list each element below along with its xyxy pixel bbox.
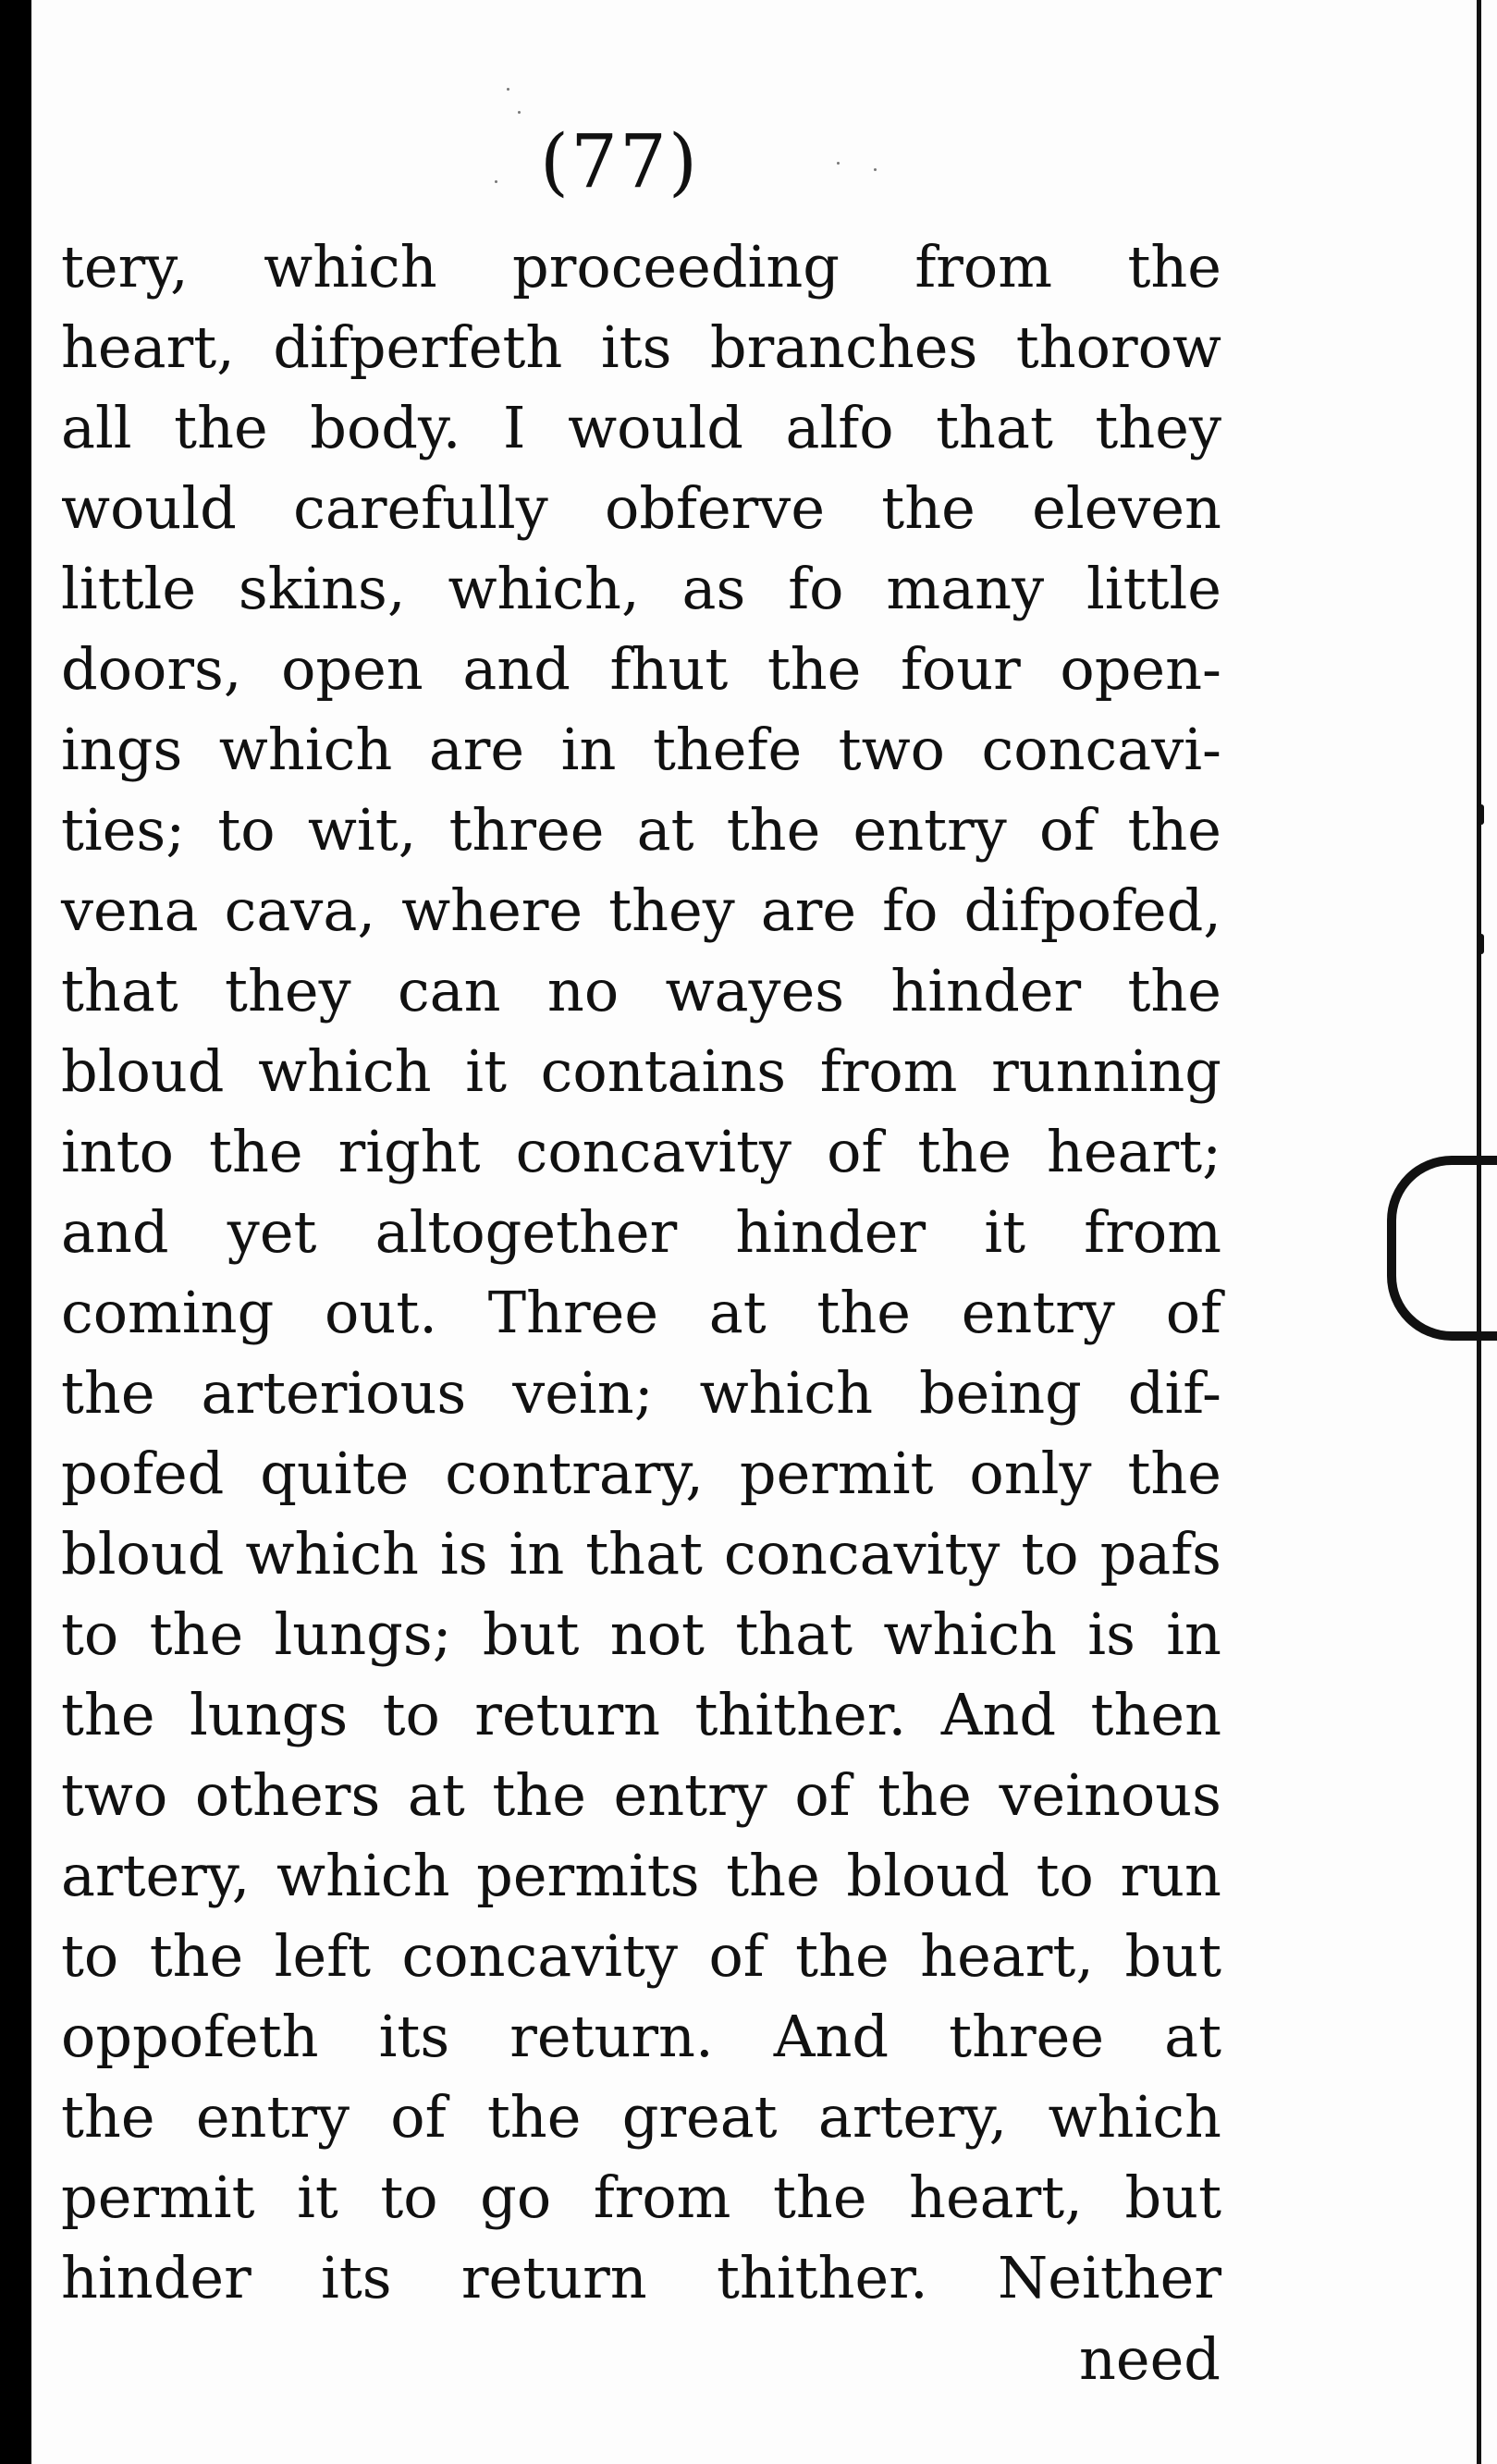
catchword: need <box>1078 2325 1221 2393</box>
text-line: the lungs to return thither. And then <box>61 1681 1221 1748</box>
text-line: coming out. Three at the entry of <box>61 1279 1221 1346</box>
ink-speck <box>837 162 840 165</box>
text-line: vena cava, where they are fo difpofed, <box>61 876 1221 944</box>
text-line: heart, difperfeth its branches thorow <box>61 313 1221 381</box>
text-line: bloud which it contains from running <box>61 1037 1221 1105</box>
text-line: all the body. I would alfo that they <box>61 394 1221 461</box>
text-line: little skins, which, as fo many little <box>61 555 1221 622</box>
text-line: the entry of the great artery, which <box>61 2083 1221 2151</box>
text-line: pofed quite contrary, permit only the <box>61 1440 1221 1507</box>
text-line: permit it to go from the heart, but <box>61 2164 1221 2231</box>
text-line: that they can no wayes hinder the <box>61 957 1221 1024</box>
edge-mark <box>1478 804 1484 825</box>
edge-mark <box>1478 934 1484 954</box>
text-line: two others at the entry of the veinous <box>61 1761 1221 1829</box>
text-line: the arterious vein; which being dif- <box>61 1359 1221 1427</box>
ink-speck <box>495 180 497 183</box>
text-line: ings which are in thefe two concavi- <box>61 716 1221 783</box>
text-line: ties; to wit, three at the entry of the <box>61 796 1221 864</box>
text-line: tery, which proceeding from the <box>61 233 1221 300</box>
text-line: to the left concavity of the heart, but <box>61 1922 1221 1990</box>
margin-bracket-mark <box>1387 1156 1497 1341</box>
text-line: into the right concavity of the heart; <box>61 1118 1221 1185</box>
page-number: (77) <box>539 118 700 204</box>
ink-speck <box>874 168 877 171</box>
text-line: bloud which is in that concavity to pafs <box>61 1520 1221 1588</box>
text-line: to the lungs; but not that which is in <box>61 1600 1221 1668</box>
text-line: doors, open and fhut the four open- <box>61 635 1221 703</box>
text-line: would carefully obferve the eleven <box>61 474 1221 542</box>
text-line: and yet altogether hinder it from <box>61 1198 1221 1266</box>
binding-shadow <box>0 0 31 2464</box>
text-line: oppofeth its return. And three at <box>61 2003 1221 2070</box>
ink-speck <box>507 88 509 91</box>
ink-speck <box>518 111 521 114</box>
text-line: hinder its return thither. Neither <box>61 2244 1221 2311</box>
body-text <box>61 227 1221 2318</box>
text-line: artery, which permits the bloud to run <box>61 1842 1221 1909</box>
